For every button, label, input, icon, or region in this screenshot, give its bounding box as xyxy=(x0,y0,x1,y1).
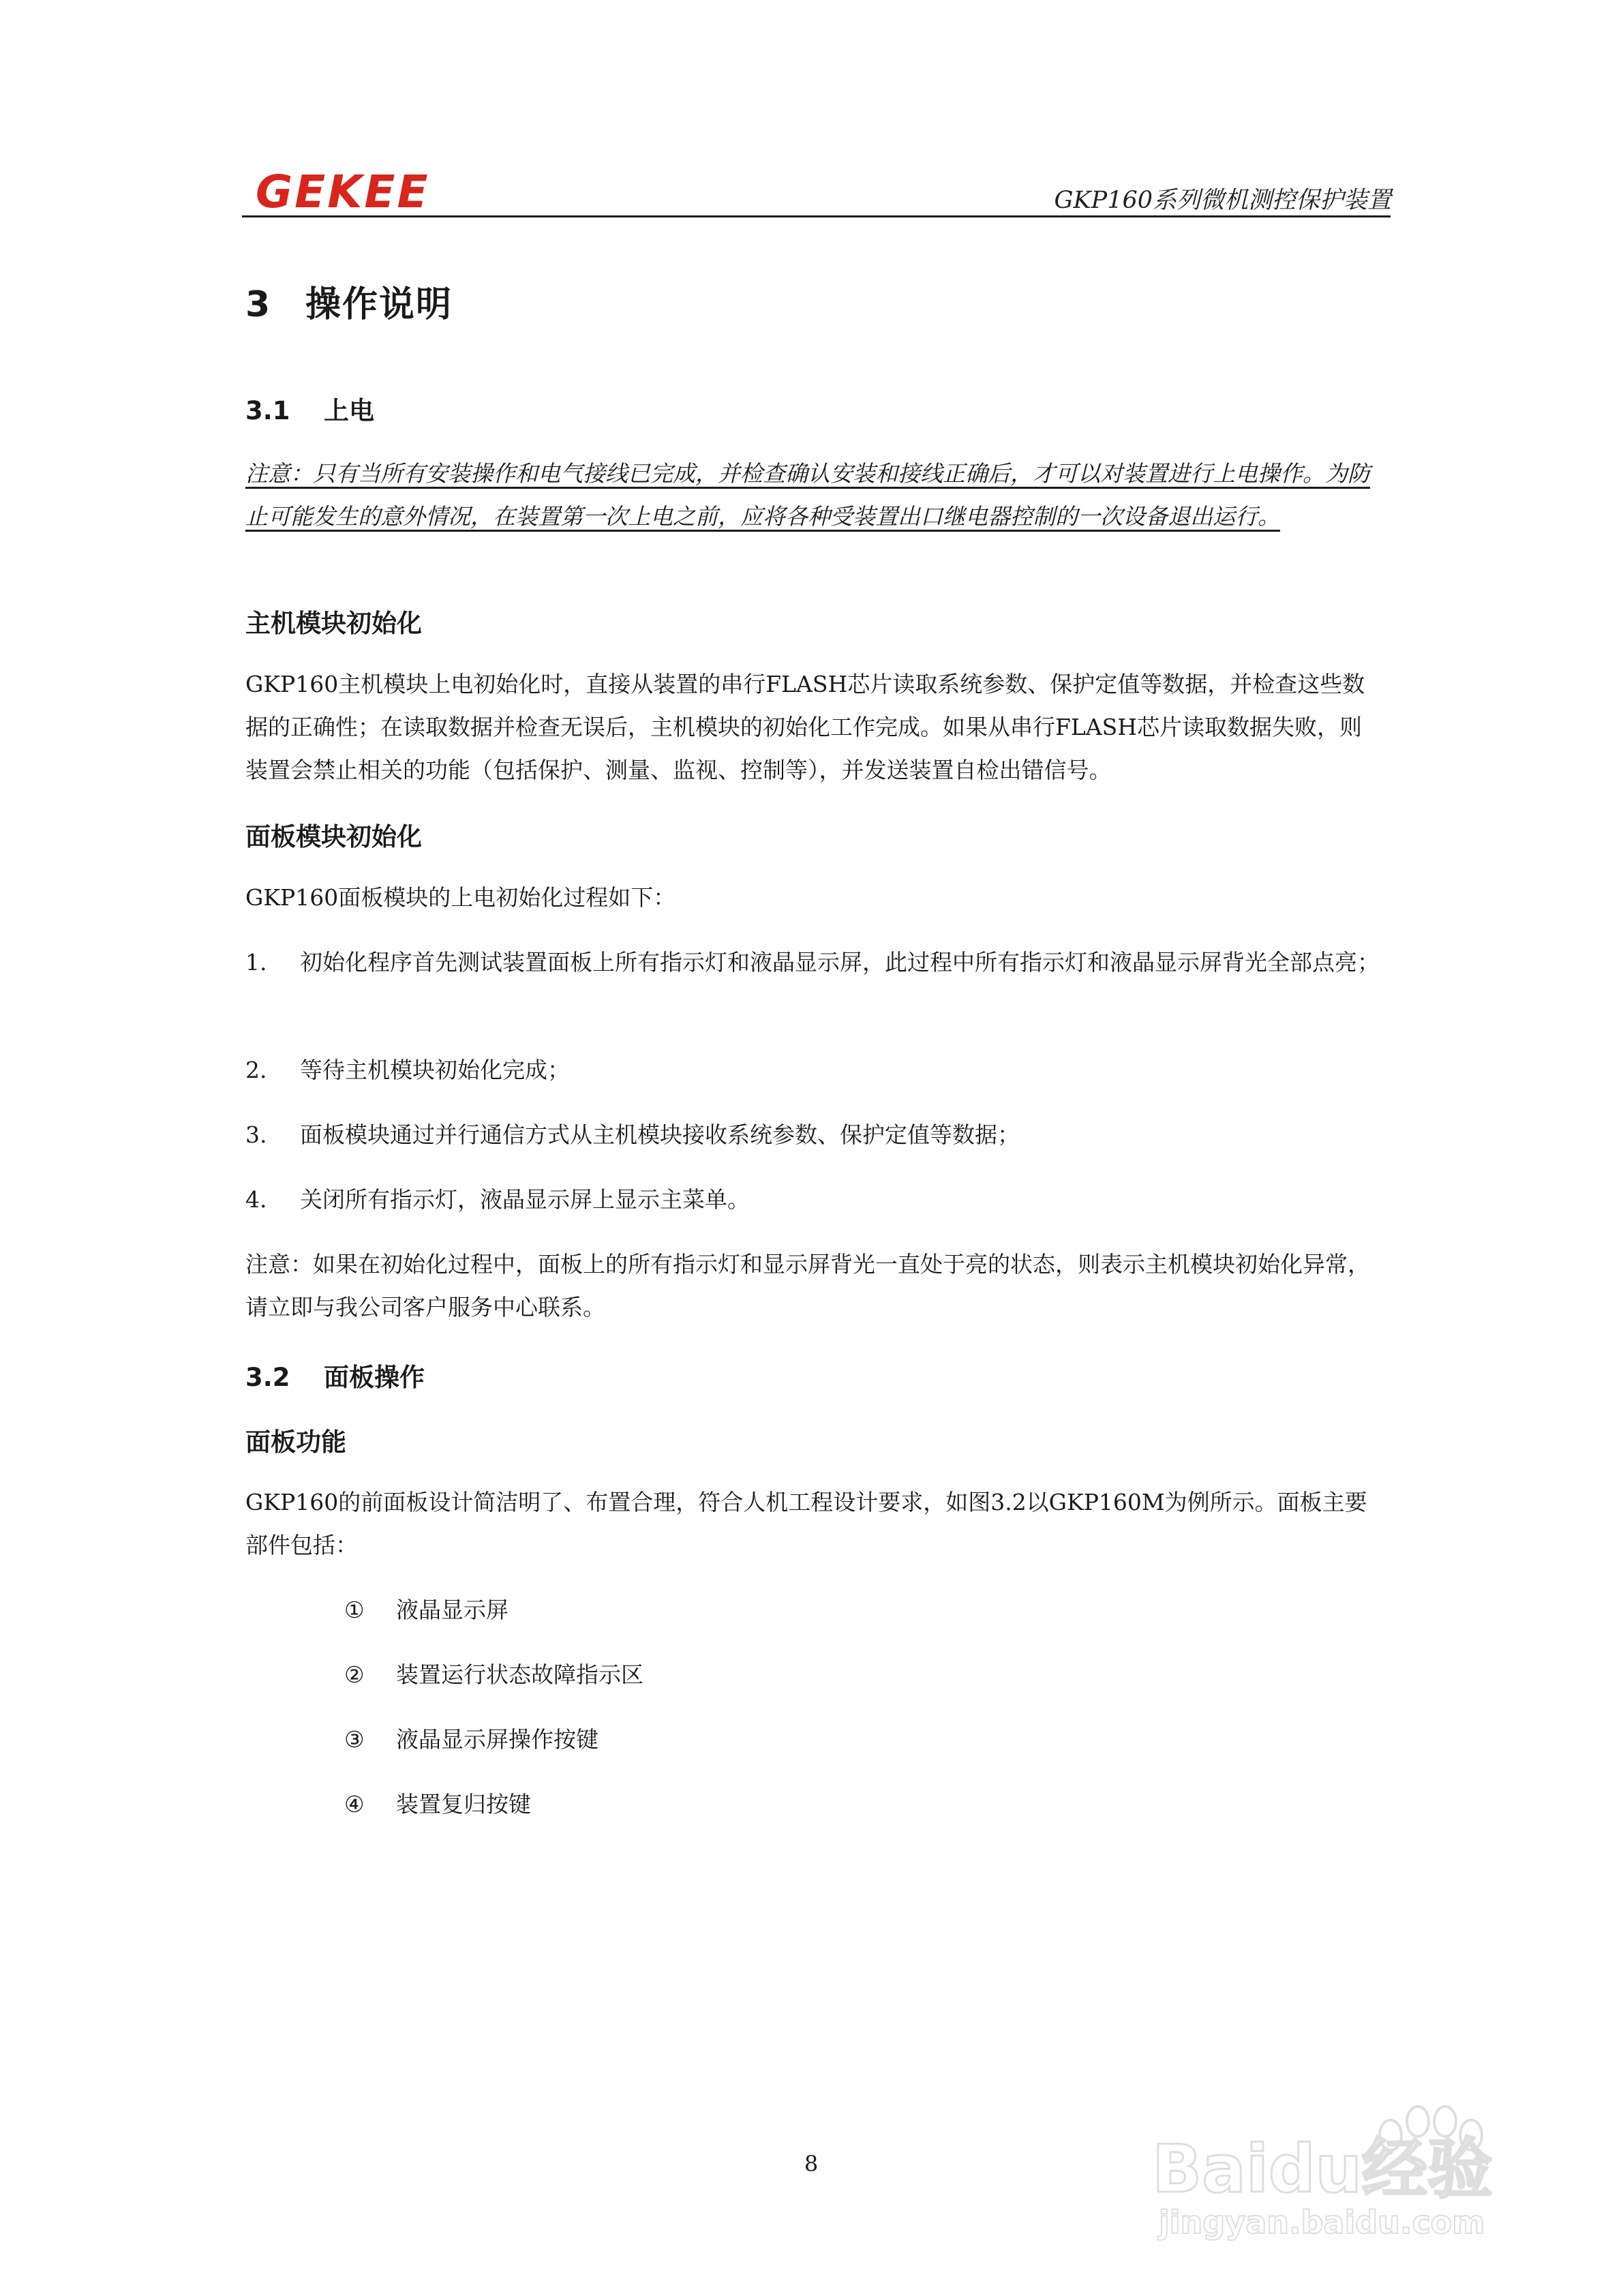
baidu-watermark xyxy=(1145,2079,1541,2243)
list-item-text: 面板模块通过并行通信方式从主机模块接收系统参数、保护定值等数据； xyxy=(300,1121,1020,1148)
section-3-2-heading xyxy=(245,1357,425,1393)
list-item-text: 装置运行状态故障指示区 xyxy=(396,1661,643,1688)
power-on-warning-note: 注意：只有当所有安装操作和电气接线已完成，并检查确认安装和接线正确后，才可以对装置进行上电操作。为防止可能发生的意外情况，在装置第一次上电之前，应将各种受装置出口继电器控制的一次设备退出运行。 xyxy=(245,460,1370,530)
svg-text:GEKEE: GEKEE xyxy=(256,168,430,215)
list-item-text: 装置复归按键 xyxy=(396,1791,531,1817)
list-item-text: 关闭所有指示灯，液晶显示屏上显示主菜单。 xyxy=(300,1186,750,1213)
list-item-text: 液晶显示屏操作按键 xyxy=(396,1726,598,1753)
list-item-marker: ③ xyxy=(344,1726,365,1753)
list-item-marker: 3. xyxy=(245,1121,267,1148)
header-divider xyxy=(242,215,1391,217)
host-init-heading: 主机模块初始化 xyxy=(245,609,422,638)
list-item xyxy=(344,1588,509,1631)
list-item xyxy=(245,1048,1384,1091)
list-item-marker: ① xyxy=(344,1597,365,1623)
list-item xyxy=(245,1178,1384,1221)
watermark-url: jingyan.baidu.com xyxy=(1159,2204,1485,2241)
section-3-1-title: 上电 xyxy=(324,396,374,425)
section-3-number: 3 xyxy=(245,284,272,325)
list-item xyxy=(245,941,1384,984)
list-item-marker: ② xyxy=(344,1661,365,1688)
list-item-marker: 4. xyxy=(245,1186,267,1213)
section-3-1-number: 3.1 xyxy=(245,396,290,425)
list-item-marker: 2. xyxy=(245,1057,267,1083)
panel-init-note: 注意：如果在初始化过程中，面板上的所有指示灯和显示屏背光一直处于亮的状态，则表示主机模块初始化异常，请立即与我公司客户服务中心联系。 xyxy=(245,1251,1370,1320)
header-title: GKP160系列微机测控保护装置 xyxy=(1054,187,1391,214)
list-item xyxy=(344,1653,643,1696)
list-item xyxy=(344,1718,598,1761)
list-item-text: 初始化程序首先测试装置面板上所有指示灯和液晶显示屏，此过程中所有指示灯和液晶显示屏背光全部点亮； xyxy=(300,949,1380,976)
gekee-logo xyxy=(256,168,481,215)
section-3-2-title: 面板操作 xyxy=(324,1363,425,1392)
section-3-title: 操作说明 xyxy=(305,284,453,325)
page-number: 8 xyxy=(804,2151,819,2177)
list-item-text: 等待主机模块初始化完成； xyxy=(300,1057,570,1083)
list-item-marker: ④ xyxy=(344,1791,365,1817)
panel-init-intro: GKP160面板模块的上电初始化过程如下： xyxy=(245,884,676,911)
list-item xyxy=(344,1783,531,1826)
host-init-paragraph: GKP160主机模块上电初始化时，直接从装置的串行FLASH芯片读取系统参数、保护定值等数据，并检查这些数据的正确性；在读取数据并检查无误后，主机模块的初始化工作完成。如果从串行FLASH芯片读取数据失败，则装置会禁止相关的功能（包括保护、测量、监视、控制等），并发送装置自检出错信号。 xyxy=(245,671,1365,783)
panel-function-heading: 面板功能 xyxy=(245,1428,346,1457)
watermark-brand: Baidu经验 xyxy=(1152,2131,1493,2207)
list-item xyxy=(245,1113,1384,1156)
section-3-2-number: 3.2 xyxy=(245,1363,290,1392)
panel-init-heading: 面板模块初始化 xyxy=(245,822,422,851)
panel-function-paragraph: GKP160的前面板设计简洁明了、布置合理，符合人机工程设计要求，如图3.2以GKP160M为例所示。面板主要部件包括： xyxy=(245,1489,1367,1558)
list-item-marker: 1. xyxy=(245,949,267,976)
list-item-text: 液晶显示屏 xyxy=(396,1597,509,1623)
section-3-1-heading xyxy=(245,390,374,427)
section-3-heading xyxy=(245,275,453,327)
